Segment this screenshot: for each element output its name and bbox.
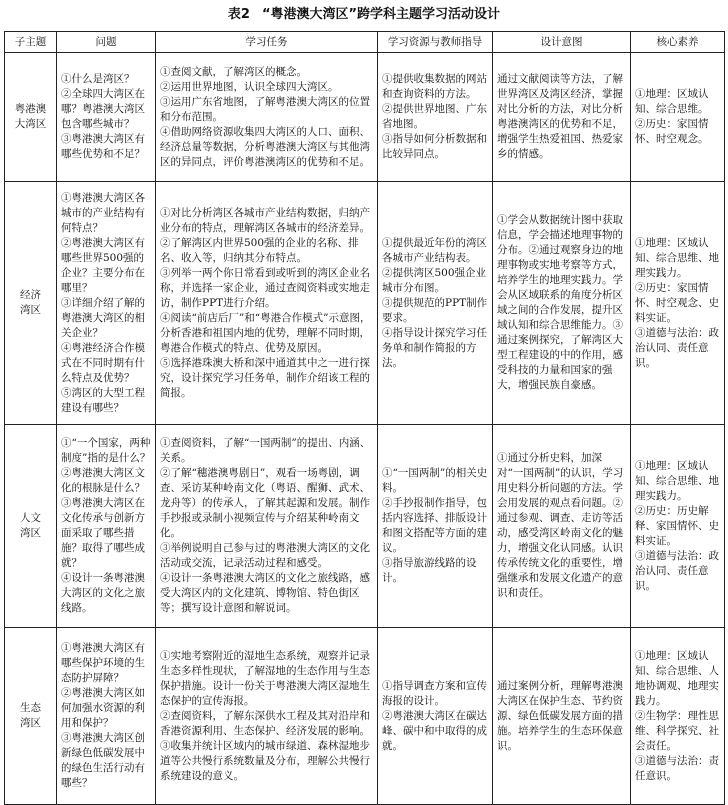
resources-cell: ①提供收集数据的网站和查询资料的方法。 ②提供世界地图、广东省地图。 ③指导如何分析数据和比较异同点。 [378, 53, 493, 182]
resources-cell: ①“一国两制”的相关史料。 ②手抄报制作指导，包括内容选择、排版设计和图文搭配等方面的建议。 ③指导旅游线路的设计。 [378, 425, 493, 628]
questions-cell: ①“一个国家，两种制度”指的是什么？ ②粤港澳大湾区文化的根脉是什么？ ③粤港澳大湾区在文化传承与创新方面采取了哪些措施？取得了哪些成就？ ④设计一条粤港澳大湾区的文化之旅线路。 [57, 425, 156, 628]
questions-cell: ①粤港澳大湾区有哪些保护环境的生态防护屏障？ ②粤港澳大湾区如何加强水资源的利用和保护？ ③粤港澳大湾区创新绿色低碳发展中的绿色生活行动有哪些？ [57, 628, 156, 805]
header-row [5, 32, 725, 53]
questions-cell: ①什么是湾区？ ②全球四大湾区在哪？粤港澳大湾区包含哪些城市？ ③粤港澳大湾区有哪些优势和不足？ [57, 53, 156, 182]
resources-cell: ①指导调查方案和宣传海报的设计。 ②粤港澳大湾区在碳达峰、碳中和中取得的成就。 [378, 628, 493, 805]
intent-cell: ①学会从数据统计图中获取信息，学会描述地理事物的分布。②通过观察身边的地理事物或实地考察等方式，培养学生的地理实践力。学会从区域联系的角度分析区域之间的合作发展，提升区域认知和综合思维能力。③通过案例探究，了解湾区大型工程建设的中的作用，感受科技的力量和国家的强大，增强民族自豪感。 [493, 182, 631, 425]
header-questions: 问题 [57, 32, 156, 53]
literacy-cell: ①地理：区域认知、综合思维、人地协调观、地理实践力。 ②生物学：理性思维、科学探究、社会责任。 ③道德与法治：责任意识。 [631, 628, 725, 805]
tasks-cell: ①实地考察附近的湿地生态系统，观察并记录生态多样性现状，了解湿地的生态作用与生态保护措施。设计一份关于粤港澳大湾区湿地生态保护的宣传海报。 ②查阅资料，了解东深供水工程及其对沿岸和香港资源利用、生态保护、经济发展的影响。 ③收集并统计区域内的城市绿道、森林湿地步道等公共慢行系统数量及分布，理解公共慢行系统建设的意义。 [156, 628, 378, 805]
subtopic-cell: 经济 湾区 [5, 182, 57, 425]
intent-cell: 通过案例分析，理解粤港澳大湾区在保护生态、节约资源、绿色低碳发展方面的措施。培养学生的生态环保意识。 [493, 628, 631, 805]
questions-cell: ①粤港澳大湾区各城市的产业结构有何特点？ ②粤港澳大湾区有哪些世界500强的企业？主要分布在哪里？ ③详细介绍了解的粤港澳大湾区的相关企业？ ④粤港经济合作模式在不同时期有什么特点及优势？ ⑤湾区的大型工程建设有哪些？ [57, 182, 156, 425]
tasks-cell: ①查阅资料，了解“一国两制”的提出、内涵、关系。 ②了解“穗港澳粤剧日”，观看一场粤剧，调查、采访某种岭南文化（粤语、醒狮、武术、龙舟等）的传承人，了解其起源和发展。制作手抄报或录制小视频宣传与介绍某种岭南文化。 ③举例说明自己参与过的粤港澳大湾区的文化活动或交流，记录活动过程和感受。 ④设计一条粤港澳大湾区的文化之旅线路，感受大湾区内的文化建筑、博物馆、特色街区等；撰写设计意图和解说词。 [156, 425, 378, 628]
intent-cell: ①通过分析史料，加深对“一国两制”的认识，学习用史料分析问题的方法。学会用发展的观点看问题。②通过参观、调查、走访等活动，感受湾区岭南文化的魅力，增强文化认同感。认识传承传统文化的重要性，增强继承和发展文化遗产的意识和责任。 [493, 425, 631, 628]
subtopic-cell: 生态 湾区 [5, 628, 57, 805]
header-literacy: 核心素养 [631, 32, 725, 53]
table-number: 表2 [227, 7, 250, 22]
table-row [5, 425, 725, 628]
subtopic-cell: 人文 湾区 [5, 425, 57, 628]
header-resources: 学习资源与教师指导 [378, 32, 493, 53]
header-subtopic: 子主题 [5, 32, 57, 53]
header-intent: 设计意图 [493, 32, 631, 53]
literacy-cell: ①地理：区域认知、综合思维、地理实践力。 ②历史：家国情怀、时空观念、史料实证。 ③道德与法治：政治认同、责任意识。 [631, 182, 725, 425]
literacy-cell: ①地理：区域认知、综合思维、地理实践力。 ②历史：历史解释、家国情怀、史料实证。 ③道德与法治：政治认同、责任意识。 [631, 425, 725, 628]
table-title [0, 0, 728, 30]
subtopic-cell: 粤港澳 大湾区 [5, 53, 57, 182]
header-tasks: 学习任务 [156, 32, 378, 53]
literacy-cell: ①地理：区域认知、综合思维。 ②历史：家国情怀、时空观念。 [631, 53, 725, 182]
table-row [5, 628, 725, 805]
intent-cell: 通过文献阅读等方法，了解世界湾区及湾区经济，掌握对比分析的方法，对比分析粤港澳湾区的优势和不足，增强学生热爱祖国、热爱家乡的情感。 [493, 53, 631, 182]
tasks-cell: ①对比分析湾区各城市产业结构数据，归纳产业分布的特点，理解湾区各城市的经济差异。 ②了解湾区内世界500强的企业的名称、排名、收入等，归纳其分布特点。 ③列举一两个你日常看到或听到的湾区企业名称，并选择一家企业，通过查阅资料或实地走访，制作PPT进行介绍。 ④阅读“前店后厂”和“粤港合作模式”示意图，分析香港和祖国内地的优势，理解不同时期，粤港合作模式的特点、优势及原因。 ⑤选择港珠澳大桥和深中通道其中之一进行探究，设计探究学习任务单，制作介绍该工程的简报。 [156, 182, 378, 425]
table-row [5, 182, 725, 425]
table-title-text: “粤港澳大湾区”跨学科主题学习活动设计 [261, 7, 501, 22]
tasks-cell: ①查阅文献，了解湾区的概念。 ②运用世界地图，认识全球四大湾区。 ③运用广东省地图，了解粤港澳大湾区的位置和分布范围。 ④借助网络资源收集四大湾区的人口、面积、经济总量等数据，分析粤港澳大湾区与其他湾区的异同点，评价粤港澳湾区的优势和不足。 [156, 53, 378, 182]
table-row [5, 53, 725, 182]
resources-cell: ①提供最近年份的湾区各城市产业结构表。 ②提供湾区500强企业城市分布图。 ③提供规范的PPT制作要求。 ④指导设计探究学习任务单和制作简报的方法。 [378, 182, 493, 425]
activity-design-table [4, 31, 725, 805]
